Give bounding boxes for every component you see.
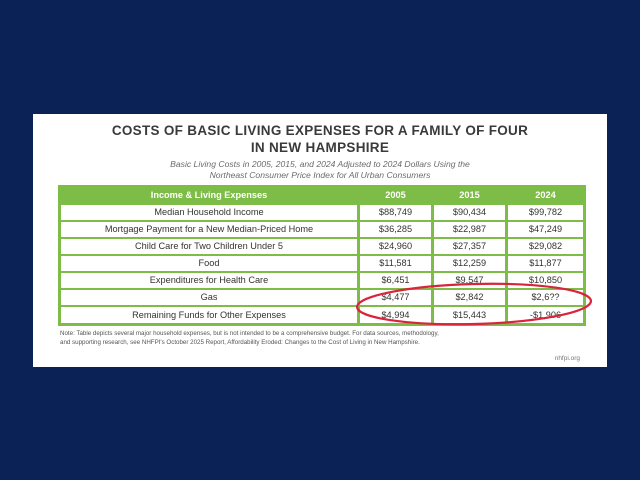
table-row — [58, 205, 586, 220]
subtitle-line-2: Northeast Consumer Price Index for All Urban Consumers — [209, 170, 431, 180]
row-label: Child Care for Two Children Under 5 — [61, 239, 357, 254]
row-label: Median Household Income — [61, 205, 357, 220]
value-2024: $47,249 — [508, 222, 583, 237]
footnote-line-1: Note: Table depicts several major household expenses, but is not intended to be a comprehensive budget. For data sources, methodology, — [60, 330, 439, 337]
table-row — [58, 307, 586, 323]
title-line-1: COSTS OF BASIC LIVING EXPENSES FOR A FAMILY OF FOUR — [111, 123, 529, 138]
header-2024: 2024 — [535, 190, 556, 200]
value-2015: $90,434 — [434, 205, 505, 220]
source-credit: nhfpi.org — [554, 355, 580, 362]
header-category: Income & Living Expenses — [150, 190, 268, 200]
row-label: Expenditures for Health Care — [61, 273, 357, 288]
cost-table — [58, 185, 586, 326]
value-2005: $4,477 — [360, 290, 431, 305]
value-2015: $22,987 — [434, 222, 505, 237]
table-row — [58, 256, 586, 271]
value-2005: $6,451 — [360, 273, 431, 288]
header-2005: 2005 — [385, 190, 406, 200]
value-2015: $27,357 — [434, 239, 505, 254]
subtitle-line-1: Basic Living Costs in 2005, 2015, and 2024 Adjusted to 2024 Dollars Using the — [170, 159, 470, 169]
value-2005: $36,285 — [360, 222, 431, 237]
value-2005: $4,994 — [360, 307, 431, 323]
table-row — [58, 290, 586, 305]
value-2005: $11,581 — [360, 256, 431, 271]
value-2024: -$1,906 — [508, 307, 583, 323]
row-label: Remaining Funds for Other Expenses — [61, 307, 357, 323]
value-2005: $24,960 — [360, 239, 431, 254]
footnote-line-2: and supporting research, see NHFPI's October 2025 Report, Affordability Eroded: Changes to the Cost of Living in New Hampshire. — [60, 339, 420, 346]
row-label: Gas — [61, 290, 357, 305]
value-2015: $12,259 — [434, 256, 505, 271]
value-2015: $9,547 — [434, 273, 505, 288]
value-2024: $29,082 — [508, 239, 583, 254]
header-2015: 2015 — [459, 190, 480, 200]
row-label: Food — [61, 256, 357, 271]
infographic-card — [33, 114, 607, 367]
title-line-2: IN NEW HAMPSHIRE — [250, 140, 390, 155]
value-2024: $99,782 — [508, 205, 583, 220]
value-2024: $2,6?? — [508, 290, 583, 305]
table-row — [58, 239, 586, 254]
table-row — [58, 222, 586, 237]
value-2005: $88,749 — [360, 205, 431, 220]
value-2015: $15,443 — [434, 307, 505, 323]
value-2015: $2,842 — [434, 290, 505, 305]
table-row — [58, 273, 586, 288]
table-header-row — [58, 187, 586, 203]
value-2024: $10,850 — [508, 273, 583, 288]
value-2024: $11,877 — [508, 256, 583, 271]
footnote — [60, 329, 590, 347]
row-label: Mortgage Payment for a New Median-Priced Home — [61, 222, 357, 237]
